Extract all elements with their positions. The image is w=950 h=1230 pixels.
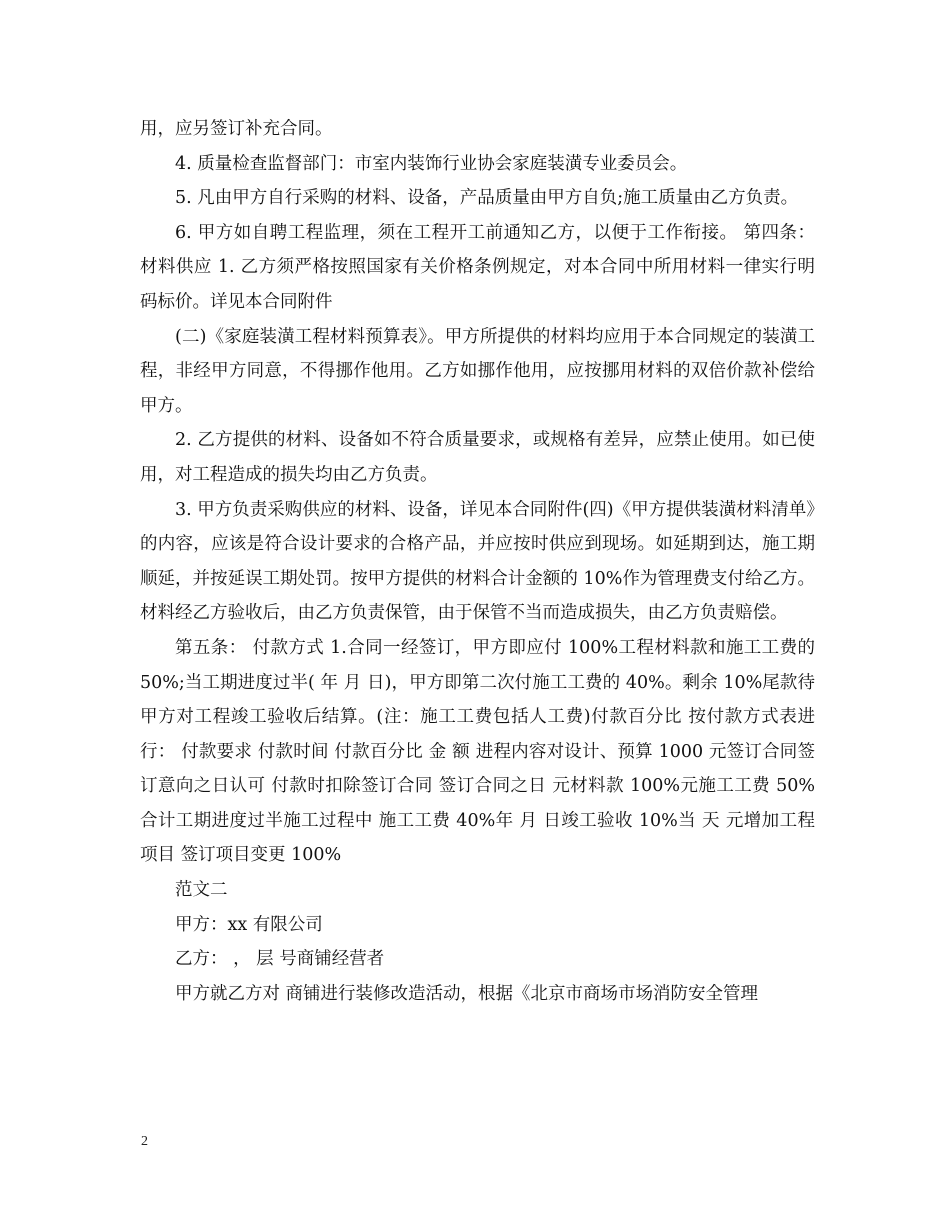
paragraph-item-5: 5. 凡由甲方自行采购的材料、设备，产品质量由甲方自负;施工质量由乙方负责。 xyxy=(175,188,799,209)
paragraph-item-4: 4. 质量检查监督部门：市室内装饰行业协会家庭装潢专业委员会。 xyxy=(175,153,688,174)
party-b-line: 乙方： ， 层 号商铺经营者 xyxy=(175,949,385,970)
document-body xyxy=(140,112,815,1011)
page-number: 2 xyxy=(141,1134,148,1149)
paragraph-material-3: 3. 甲方负责采购供应的材料、设备，详见本合同附件(四)《甲方提供装潢材料清单》的内容，应该是符合设计要求的合格产品，并应按时供应到现场。如延期到达，施工期顺延，并按延误工期处罚。按甲方提供的材料合计金额的 10%作为管理费支付给乙方。材料经乙方验收后，由乙方负责保管，由于保管不当而造成损失，由乙方负责赔偿。 xyxy=(140,499,815,624)
paragraph-item-6: 6. 甲方如自聘工程监理，须在工程开工前通知乙方，以便于工作衔接。 第四条：材料供应 1. 乙方须严格按照国家有关价格条例规定，对本合同中所用材料一律实行明码标价。详见本合同附件 xyxy=(140,222,815,312)
section-heading-sample-2: 范文二 xyxy=(175,880,228,901)
paragraph-article-5: 第五条： 付款方式 1.合同一经签订，甲方即应付 100%工程材料款和施工工费的 50%;当工期进度过半( 年 月 日)，甲方即第二次付施工工费的 40%。剩余 10%尾款待甲方对工程竣工验收后结算。(注：施工工费包括人工费)付款百分比 按付款方式表进行： 付款要求 付款时间 付款百分比 金 额 进程内容对设计、预算 1000 元签订合同签订意向之日认可 付款时扣除签订合同 签订合同之日 元材料款 100%元施工工费 50%合计工期进度过半施工过程中 施工工费 40%年 月 日竣工验收 10%当 天 元增加工程项目 签订项目变更 100% xyxy=(140,637,815,866)
paragraph-continuation: 用，应另签订补充合同。 xyxy=(140,119,333,139)
paragraph-attachment-2: (二)《家庭装潢工程材料预算表》。甲方所提供的材料均应用于本合同规定的装潢工程，非经甲方同意，不得挪作他用。乙方如挪作他用，应按挪用材料的双倍价款补偿给甲方。 xyxy=(140,326,815,416)
party-a-line: 甲方：xx 有限公司 xyxy=(175,914,323,935)
paragraph-material-2: 2. 乙方提供的材料、设备如不符合质量要求，或规格有差异，应禁止使用。如已使用，对工程造成的损失均由乙方负责。 xyxy=(140,430,815,485)
paragraph-intro: 甲方就乙方对 商铺进行装修改造活动，根据《北京市商场市场消防安全管理 xyxy=(175,983,759,1004)
